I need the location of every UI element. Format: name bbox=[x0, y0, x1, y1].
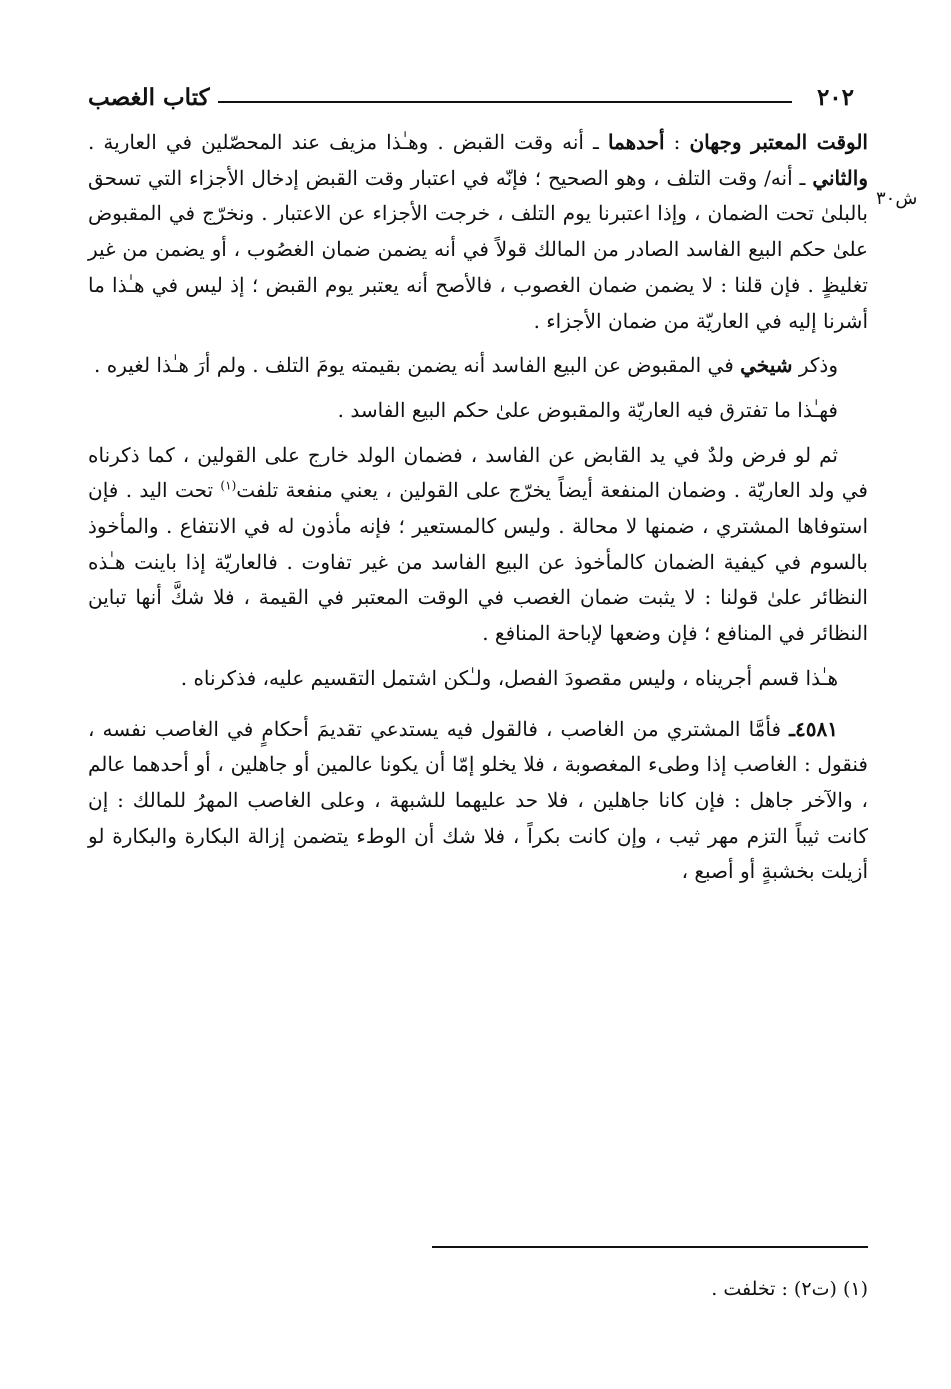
chapter-title: كتاب الغصب bbox=[88, 84, 210, 111]
margin-manuscript-ref: ش٣٠ bbox=[876, 188, 918, 209]
section-number: ٤٥٨١ـ bbox=[789, 716, 838, 741]
main-text bbox=[88, 125, 868, 890]
page-number: ٢٠٢ bbox=[816, 84, 854, 111]
page-header bbox=[88, 84, 854, 118]
paragraph: ٤٥٨١ـ فأمَّا المشتري من الغاصب ، فالقول فيه يستدعي تقديمَ أحكامٍ في الغاصب نفسه ، فنقول : الغاصب إذا وطىء المغصوبة ، فلا يخلو إمّا أن يكونا عالمين أو جاهلين ، أو أحدهما عالم ، والآخر جاهل : فإن كانا جاهلين ، فلا حد عليهما للشبهة ، وعلى الغاصب المهرُ للمالك : إن كانت ثيباً التزم مهر ثيب ، وإن كانت بكراً ، فلا شك أن الوطء يتضمن إزالة البكارة والبكارة لو أزيلت بخشبةٍ أو أصبع ، bbox=[88, 716, 868, 884]
bold-term: شيخي bbox=[740, 353, 793, 378]
footnote-rule bbox=[432, 1246, 868, 1248]
paragraph: ثم لو فرض ولدٌ في يد القابض عن الفاسد ، فضمان الولد خارج على القولين ، كما ذكرناه في ولد العاريّة . وضمان المنفعة أيضاً يخرّج على القولين ، يعني منفعة تلفت$^{(١)}$ تحت اليد . فإن استوفاها المشتري ، ضمنها لا محالة . وليس كالمستعير ؛ فإنه مأذون له في الانتفاع . والمأخوذ بالسوم في كيفية الضمان كالمأخوذ عن البيع الفاسد من غير تفاوت . فالعاريّة إذا باينت هـٰذه النظائر علىٰ قولنا : لا يثبت ضمان الغصب في الوقت المعتبر في القيمة ، فلا شكَّ أنها تباين النظائر في المنافع ؛ فإن وضعها لإباحة المنافع . bbox=[88, 442, 868, 646]
paragraph: وذكر شيخي في المقبوض عن البيع الفاسد أنه يضمن بقيمته يومَ التلف . ولم أرَ هـٰذا لغيره . bbox=[94, 353, 838, 378]
header-rule bbox=[218, 101, 792, 103]
bold-term: والثاني bbox=[812, 165, 868, 190]
paragraph: فهـٰذا ما تفترق فيه العاريّة والمقبوض علىٰ حكم البيع الفاسد . bbox=[337, 397, 838, 422]
footnote-marker: (١) bbox=[220, 478, 237, 493]
footnote-text: (ت٢) : تخلفت . bbox=[711, 1278, 837, 1300]
paragraph: هـٰذا قسم أجريناه ، وليس مقصودَ الفصل، ولـٰكن اشتمل التقسيم عليه، فذكرناه . bbox=[180, 665, 838, 690]
footnote-number: (١) bbox=[842, 1278, 868, 1300]
paragraph: الوقت المعتبر وجهان : أحدهما ـ أنه وقت القبض . وهـٰذا مزيف عند المحصّلين في العارية . والثاني ـ أنه/ وقت التلف ، وهو الصحيح ؛ فإنّه في اعتبار وقت القبض إدخال الأجزاء التي تسحق بالبلىٰ تحت الضمان ، وإذا اعتبرنا يوم التلف ، خرجت الأجزاء عن الاعتبار . ونخرّج في المقبوض علىٰ حكم البيع الفاسد الصادر من المالك قولاً في أنه يضمن ضمان الغصُوب ، أو يضمن من غير تغليظٍ . فإن قلنا : لا يضمن ضمان الغصوب ، فالأصح أنه يعتبر يوم القبض ؛ إذ ليس في هـٰذا ما أشرنا إليه في العاريّة من ضمان الأجزاء . bbox=[88, 130, 868, 333]
footnote bbox=[560, 1278, 868, 1300]
bold-term: الوقت المعتبر وجهان bbox=[689, 130, 868, 154]
bold-term: أحدهما bbox=[607, 130, 665, 154]
